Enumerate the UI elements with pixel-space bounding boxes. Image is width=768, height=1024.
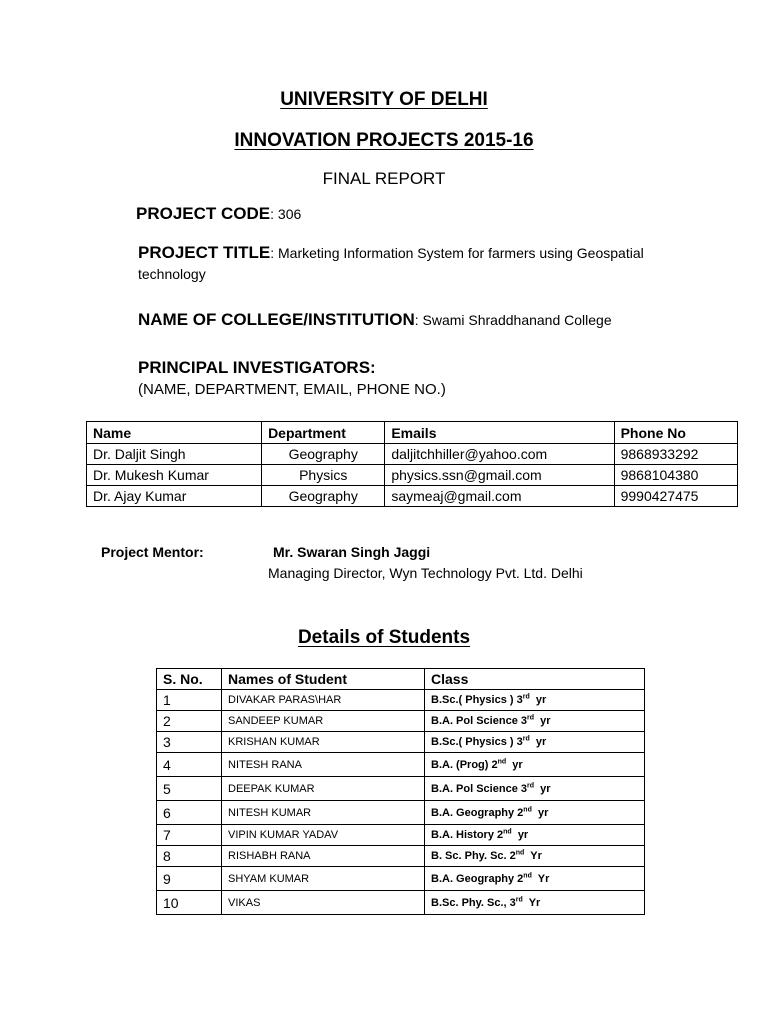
student-class [425, 732, 645, 753]
pi-phone: 9868933292 [614, 444, 737, 465]
class-text: B.A. Geography 2 [431, 806, 524, 819]
table-row [157, 801, 645, 825]
pi-email: daljitchhiller@yahoo.com [385, 444, 614, 465]
student-name: DEEPAK KUMAR [222, 777, 425, 801]
class-text: B.A. Pol Science 3 [431, 782, 527, 795]
class-text: B.Sc.( Physics ) 3 [431, 694, 523, 706]
college-label: NAME OF COLLEGE/INSTITUTION [138, 310, 415, 329]
mentor-name: Mr. Swaran Singh Jaggi [273, 544, 431, 560]
student-name: SANDEEP KUMAR [222, 711, 425, 732]
university-title: UNIVERSITY OF DELHI [280, 89, 488, 110]
student-name: SHYAM KUMAR [222, 867, 425, 891]
pi-email: saymeaj@gmail.com [385, 486, 614, 507]
table-row [157, 732, 645, 753]
class-year: yr [529, 736, 547, 748]
student-sno: 4 [157, 753, 222, 777]
header-sno: S. No. [157, 669, 222, 690]
table-row [87, 444, 738, 465]
pi-label: PRINCIPAL INVESTIGATORS: [138, 358, 376, 377]
class-text: B.Sc. Phy. Sc., 3 [431, 896, 516, 909]
students-table [156, 668, 645, 915]
student-sno: 5 [157, 777, 222, 801]
class-year: yr [533, 715, 551, 727]
table-row [157, 690, 645, 711]
class-text: B. Sc. Phy. Sc. 2 [431, 850, 516, 862]
student-sno: 1 [157, 690, 222, 711]
table-row [87, 465, 738, 486]
student-name: VIPIN KUMAR YADAV [222, 825, 425, 846]
project-title-value: : Marketing Information System for farmers using Geospatial technology [138, 245, 644, 282]
pi-department: Geography [262, 486, 385, 507]
header-phone: Phone No [614, 422, 737, 444]
project-title-label: PROJECT TITLE [138, 243, 271, 262]
student-sno: 6 [157, 801, 222, 825]
class-ordinal: nd [503, 828, 512, 836]
table-row [157, 846, 645, 867]
student-name: VIKAS [222, 891, 425, 915]
header-emails: Emails [385, 422, 614, 444]
table-row [157, 867, 645, 891]
college-row [138, 310, 612, 330]
mentor-label: Project Mentor: [101, 544, 204, 560]
class-text: B.A. Geography 2 [431, 872, 524, 885]
student-sno: 2 [157, 711, 222, 732]
table-row [157, 711, 645, 732]
project-code-label: PROJECT CODE [136, 204, 271, 223]
class-text: B.Sc.( Physics ) 3 [431, 736, 523, 748]
pi-department: Physics [262, 465, 385, 486]
class-year: yr [533, 782, 551, 795]
college-value: : Swami Shraddhanand College [414, 312, 612, 328]
pi-email: physics.ssn@gmail.com [385, 465, 614, 486]
project-title-row [138, 243, 658, 285]
project-code-value: : 306 [270, 206, 302, 222]
table-row [157, 891, 645, 915]
student-sno: 7 [157, 825, 222, 846]
student-class [425, 801, 645, 825]
student-sno: 9 [157, 867, 222, 891]
investigators-table [86, 421, 738, 507]
class-ordinal: nd [523, 871, 532, 879]
student-name: NITESH KUMAR [222, 801, 425, 825]
student-class [425, 690, 645, 711]
student-class [425, 891, 645, 915]
program-title: INNOVATION PROJECTS 2015-16 [234, 130, 534, 151]
class-ordinal: rd [522, 735, 530, 743]
class-ordinal: rd [526, 714, 534, 722]
header-department: Department [262, 422, 385, 444]
student-class [425, 711, 645, 732]
pi-name: Dr. Daljit Singh [87, 444, 262, 465]
class-year: yr [511, 829, 529, 841]
student-name: KRISHAN KUMAR [222, 732, 425, 753]
class-text: B.A. (Prog) 2 [431, 758, 498, 771]
student-class [425, 846, 645, 867]
student-class [425, 777, 645, 801]
class-ordinal: rd [515, 895, 523, 903]
class-year: yr [531, 806, 549, 819]
header-class: Class [425, 669, 645, 690]
class-year: yr [506, 758, 523, 771]
class-ordinal: nd [497, 757, 507, 765]
pi-department: Geography [262, 444, 385, 465]
table-row [87, 486, 738, 507]
class-text: B.A. History 2 [431, 829, 504, 841]
report-type: FINAL REPORT [322, 169, 446, 188]
table-row [157, 753, 645, 777]
class-year: Yr [524, 850, 542, 862]
pi-phone: 9990427475 [614, 486, 737, 507]
class-ordinal: rd [522, 693, 530, 701]
pi-name: Dr. Mukesh Kumar [87, 465, 262, 486]
header-name: Name [87, 422, 262, 444]
class-ordinal: nd [515, 849, 525, 857]
student-sno: 3 [157, 732, 222, 753]
student-name: DIVAKAR PARAS\HAR [222, 690, 425, 711]
project-code-row [136, 204, 301, 224]
pi-subtitle: (NAME, DEPARTMENT, EMAIL, PHONE NO.) [138, 381, 446, 398]
class-year: yr [529, 694, 547, 706]
pi-phone: 9868104380 [614, 465, 737, 486]
student-sno: 10 [157, 891, 222, 915]
student-class [425, 753, 645, 777]
pi-name: Dr. Ajay Kumar [87, 486, 262, 507]
mentor-role: Managing Director, Wyn Technology Pvt. Ltd. Delhi [268, 565, 583, 581]
table-header-row [87, 422, 738, 444]
class-year: Yr [531, 872, 550, 885]
class-text: B.A. Pol Science 3 [431, 715, 527, 727]
student-sno: 8 [157, 846, 222, 867]
class-ordinal: nd [523, 805, 532, 813]
student-class [425, 867, 645, 891]
table-row [157, 777, 645, 801]
class-ordinal: rd [526, 781, 534, 789]
table-row [157, 825, 645, 846]
students-heading: Details of Students [297, 627, 471, 648]
class-year: Yr [522, 896, 541, 909]
student-class [425, 825, 645, 846]
student-name: NITESH RANA [222, 753, 425, 777]
table-header-row [157, 669, 645, 690]
header-student-name: Names of Student [222, 669, 425, 690]
student-name: RISHABH RANA [222, 846, 425, 867]
